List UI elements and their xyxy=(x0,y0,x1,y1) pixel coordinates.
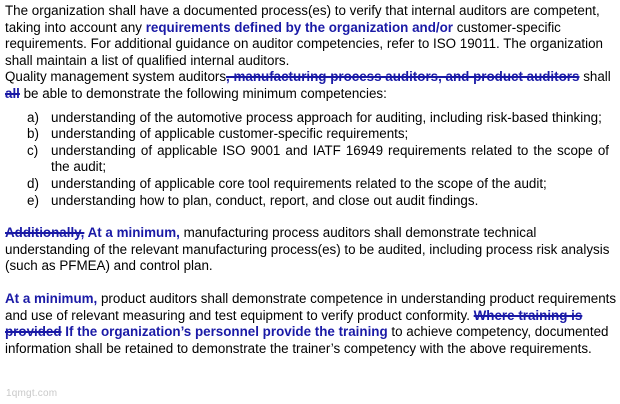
list-item-text: understanding of applicable ISO 9001 and IATF 16949 requirements related to the scope of the audit; xyxy=(51,142,609,175)
spacer xyxy=(5,275,617,291)
list-item xyxy=(27,143,609,176)
inserted-text: requirements defined by the organization and/or xyxy=(145,19,453,35)
paragraph-product-auditors xyxy=(5,291,617,357)
spacer xyxy=(5,209,617,225)
list-item xyxy=(27,110,609,127)
list-item-text: understanding how to plan, conduct, report, and close out audit findings. xyxy=(51,192,479,208)
inserted-text: At a minimum, xyxy=(5,290,98,306)
competency-list xyxy=(5,110,617,210)
deleted-text: all xyxy=(5,85,20,101)
paragraph-internal-auditor-process xyxy=(5,3,617,69)
list-marker: d) xyxy=(27,175,39,191)
list-item-text: understanding of applicable core tool requirements related to the scope of the audit; xyxy=(51,175,547,191)
text-run: to achieve competency, documented information shall be retained to demonstrate the trainer’s competency with the above requirements. xyxy=(5,324,609,356)
paragraph-manufacturing-process-auditors xyxy=(5,225,617,275)
paragraph-qms-auditors xyxy=(5,69,617,102)
text-run: customer-specific requirements. For additional guidance on auditor competencies, refer to ISO 19011. The organization shall maintain a list of qualified internal auditors. xyxy=(5,19,603,68)
document-body xyxy=(5,3,617,357)
list-marker: c) xyxy=(27,142,39,158)
list-item xyxy=(27,126,609,143)
deleted-text: Where training is provided xyxy=(5,307,583,340)
text-run: Quality management system auditors xyxy=(5,69,227,85)
text-run: product auditors shall demonstrate competence in understanding product requirements and use of relevant measuring and test equipment to verify product conformity. xyxy=(5,290,617,323)
list-item xyxy=(27,193,609,210)
list-marker: a) xyxy=(27,109,39,125)
deleted-text: , manufacturing process auditors, and product auditors xyxy=(226,69,580,85)
list-marker: e) xyxy=(27,192,39,208)
text-run: manufacturing process auditors shall demonstrate technical understanding of the relevant manufacturing process(es) to be audited, including process risk analysis (such as PFMEA) and control plan. xyxy=(5,225,610,274)
inserted-text: If the organization’s personnel provide the training xyxy=(61,324,388,340)
text-run: The organization shall have a documented process(es) to verify that internal auditors are competent, taking into account any xyxy=(5,3,600,35)
list-marker: b) xyxy=(27,126,39,142)
watermark: 1qmgt.com xyxy=(6,388,58,399)
text-run: be able to demonstrate the following minimum competencies: xyxy=(19,85,387,101)
list-item-text: understanding of applicable customer-specific requirements; xyxy=(51,126,409,142)
list-item-text: understanding of the automotive process approach for auditing, including risk-based thinking; xyxy=(51,109,602,125)
inserted-text: At a minimum, xyxy=(84,225,180,241)
list-item xyxy=(27,176,609,193)
spacer xyxy=(5,103,617,110)
text-run: shall xyxy=(579,69,611,85)
deleted-text: Additionally, xyxy=(5,225,85,241)
